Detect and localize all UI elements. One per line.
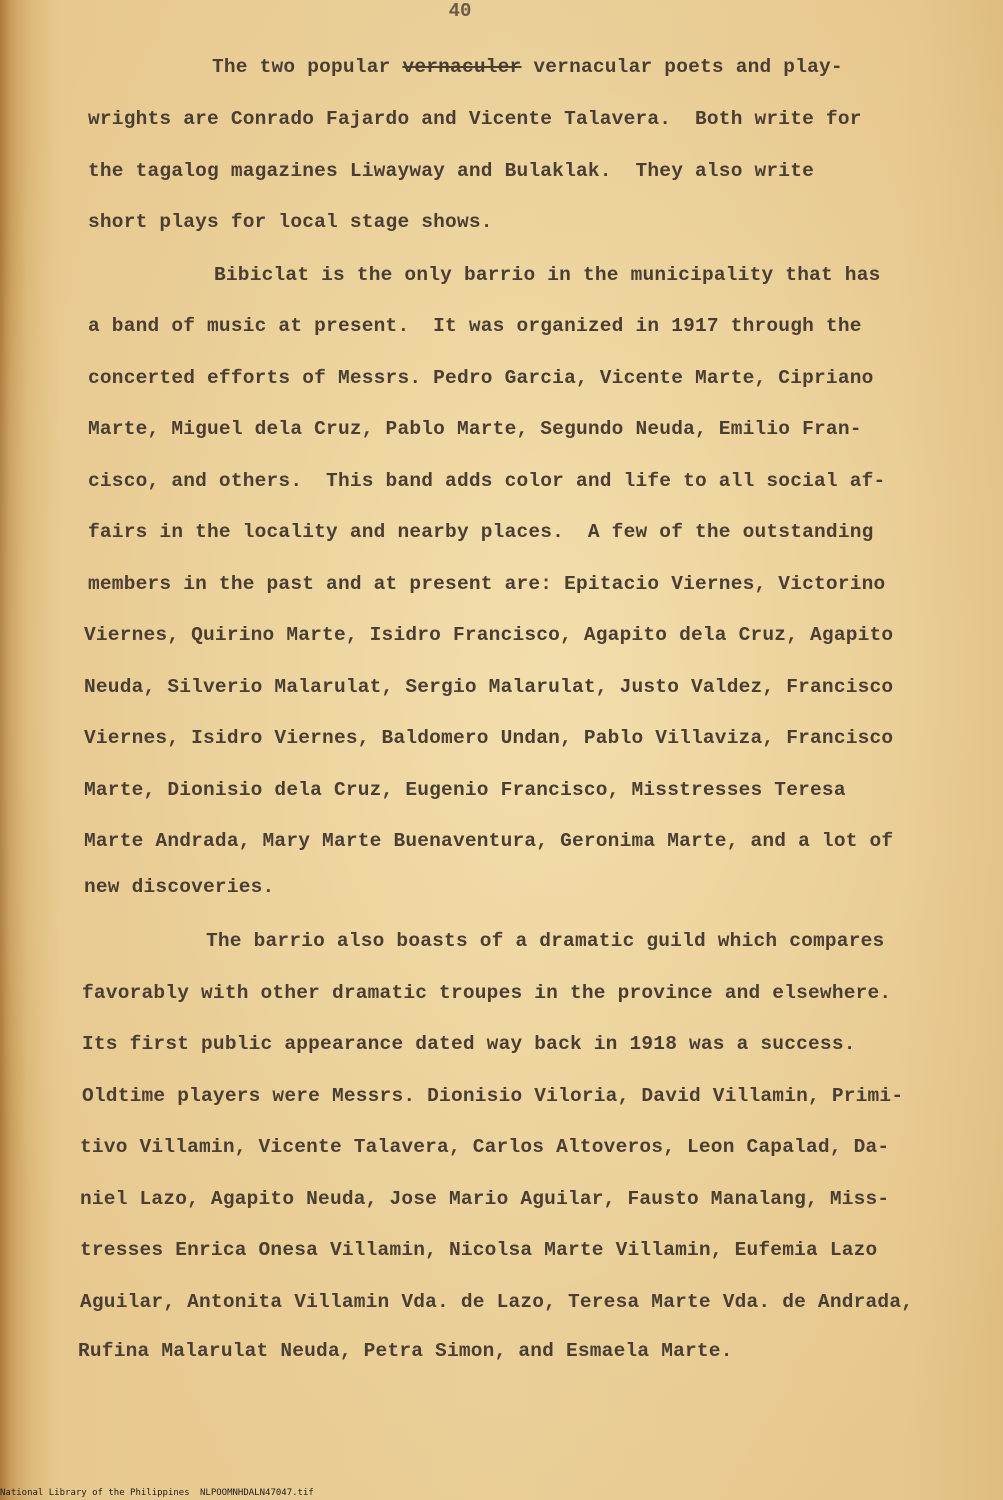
paragraph-3-line: Its first public appearance dated way back in 1918 was a success. [82,1033,856,1055]
paragraph-3-line: Rufina Malarulat Neuda, Petra Simon, and Esmaela Marte. [78,1340,733,1362]
paragraph-2-line: new discoveries. [84,876,275,898]
footer-filename: NLPOOMNHDALN47047.tif [200,1488,314,1498]
paragraph-2-line: cisco, and others. This band adds color and life to all social af- [88,470,886,492]
text-segment: vernacular poets and play- [521,56,843,78]
paragraph-3-line: The barrio also boasts of a dramatic guild which compares [206,930,885,952]
paragraph-2-line: Viernes, Isidro Viernes, Baldomero Undan, Pablo Villaviza, Francisco [84,727,894,749]
footer-library-name: National Library of the Philippines [0,1488,190,1498]
paragraph-2-line: Marte, Dionisio dela Cruz, Eugenio Francisco, Misstresses Teresa [84,779,846,801]
paragraph-3-line: favorably with other dramatic troupes in the province and elsewhere. [82,982,892,1004]
paragraph-2-line: members in the past and at present are: Epitacio Viernes, Victorino [88,573,886,595]
paragraph-2-line: a band of music at present. It was organized in 1917 through the [88,315,862,337]
paragraph-2-line: concerted efforts of Messrs. Pedro Garcia, Vicente Marte, Cipriano [88,367,874,389]
paragraph-2-line: Marte, Miguel dela Cruz, Pablo Marte, Segundo Neuda, Emilio Fran- [88,418,862,440]
paragraph-2-line: Viernes, Quirino Marte, Isidro Francisco, Agapito dela Cruz, Agapito [84,624,894,646]
paragraph-3-line: niel Lazo, Agapito Neuda, Jose Mario Aguilar, Fausto Manalang, Miss- [80,1188,890,1210]
paragraph-3-line: Aguilar, Antonita Villamin Vda. de Lazo, Teresa Marte Vda. de Andrada, [80,1291,914,1313]
paragraph-1-line-2: wrights are Conrado Fajardo and Vicente Talavera. Both write for [88,108,862,130]
paragraph-3-line: tresses Enrica Onesa Villamin, Nicolsa Marte Villamin, Eufemia Lazo [80,1239,878,1261]
paragraph-2-line: fairs in the locality and nearby places. A few of the outstanding [88,521,874,543]
paragraph-3-line: Oldtime players were Messrs. Dionisio Viloria, David Villamin, Primi- [82,1085,904,1107]
paragraph-2-line: Marte Andrada, Mary Marte Buenaventura, Geronima Marte, and a lot of [84,830,894,852]
page-number: 40 [448,0,472,22]
paragraph-1-line-4: short plays for local stage shows. [88,211,493,233]
paragraph-1-line-1 [212,58,843,78]
paragraph-1-line-3: the tagalog magazines Liwayway and Bulaklak. They also write [88,160,815,182]
text-segment: The two popular [212,56,403,78]
paragraph-2-line: Neuda, Silverio Malarulat, Sergio Malarulat, Justo Valdez, Francisco [84,676,894,698]
paragraph-3-line: tivo Villamin, Vicente Talavera, Carlos Altoveros, Leon Capalad, Da- [80,1136,890,1158]
struck-word: vernaculer [402,56,522,78]
paragraph-2-line: Bibiclat is the only barrio in the municipality that has [214,264,881,286]
